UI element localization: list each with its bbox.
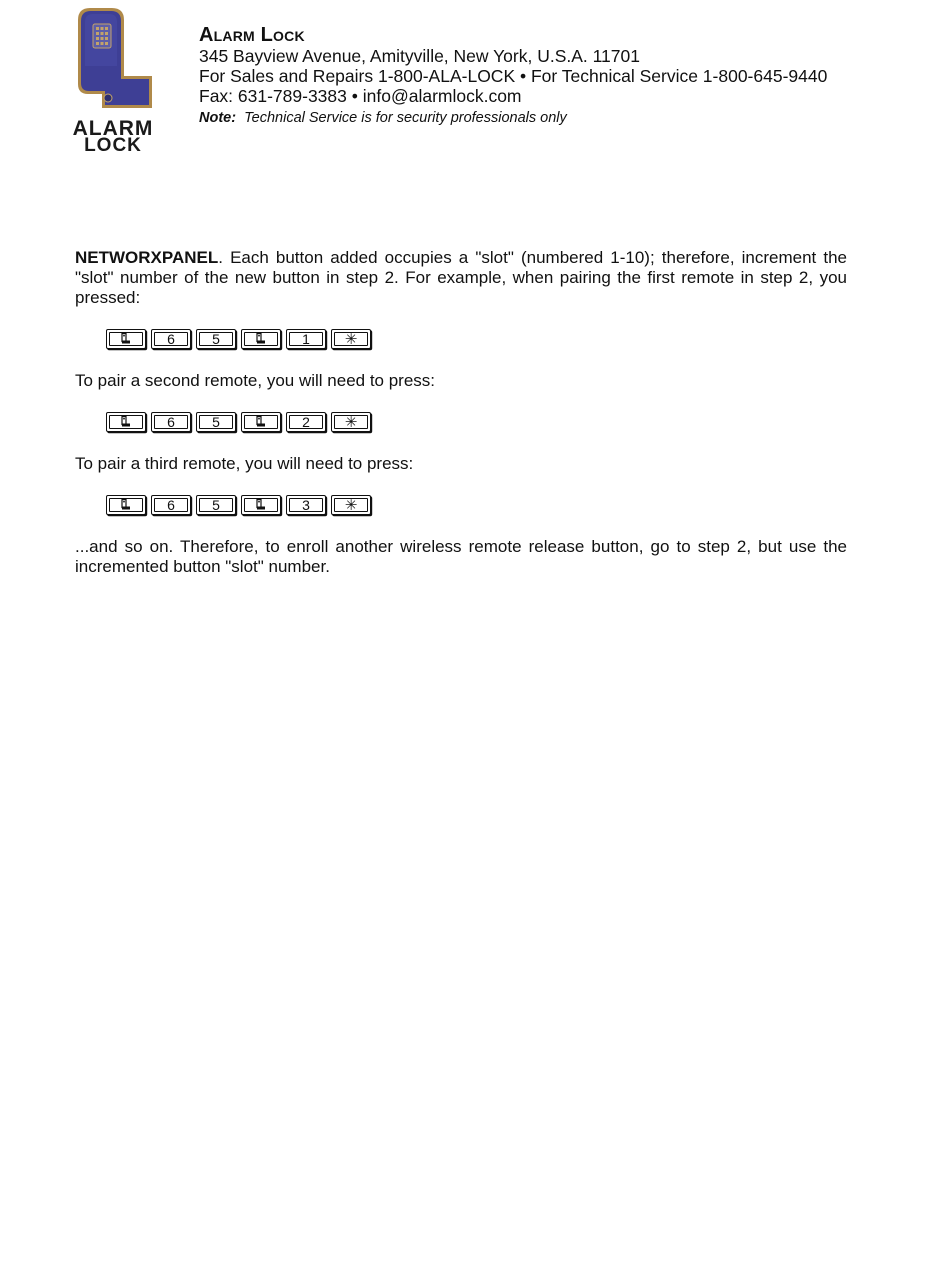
company-name: Alarm Lock	[199, 24, 305, 46]
third-remote-paragraph: To pair a third remote, you will need to press:	[75, 454, 414, 473]
closing-paragraph: ...and so on. Therefore, to enroll another wireless remote release button, go to step 2, but use the incremented button "slot" number.	[75, 537, 847, 576]
keypad-key-label: 6	[154, 332, 188, 346]
keypad-key-star	[331, 329, 371, 349]
keypad-key-lock-icon	[241, 495, 281, 515]
keypad-key-6	[151, 412, 191, 432]
keypad-key-6	[151, 495, 191, 515]
keypad-key-2	[286, 412, 326, 432]
keypad-key-lock-icon	[106, 329, 146, 349]
keypad-key-label: 3	[289, 498, 323, 512]
company-fax-email: Fax: 631-789-3383 • info@alarmlock.com	[199, 86, 522, 106]
technical-service-note	[199, 108, 919, 128]
keypad-key-label: 5	[199, 415, 233, 429]
note-label: Note:	[199, 110, 237, 126]
keypad-key-5	[196, 495, 236, 515]
keypad-key-1	[286, 329, 326, 349]
networx-panel-term: NETWORXPANEL	[75, 248, 219, 267]
keypad-key-label: 5	[199, 332, 233, 346]
intro-paragraph	[75, 248, 847, 308]
key-sequence-1	[106, 329, 847, 349]
keypad-key-label: 2	[289, 415, 323, 429]
intro-text: . Each button added occupies a "slot" (numbered 1-10); therefore, increment the "slot" number of the new button in step 2. For example, when pairing the first remote in step 2, you pressed:	[75, 248, 847, 307]
company-info	[199, 24, 919, 128]
keypad-key-label: 5	[199, 498, 233, 512]
keypad-key-6	[151, 329, 191, 349]
note-text: Technical Service is for security professionals only	[244, 110, 567, 126]
lock-logo-icon	[50, 4, 176, 116]
key-sequence-2	[106, 412, 847, 432]
logo-text-lock: LOCK	[84, 135, 142, 156]
keypad-key-lock-icon	[106, 412, 146, 432]
keypad-key-star	[331, 412, 371, 432]
second-remote-paragraph: To pair a second remote, you will need to press:	[75, 371, 436, 390]
keypad-key-lock-icon	[106, 495, 146, 515]
alarm-lock-logo	[50, 4, 176, 156]
keypad-key-5	[196, 412, 236, 432]
keypad-key-lock-icon	[241, 329, 281, 349]
keypad-key-label: ✳	[334, 415, 368, 429]
keypad-key-3	[286, 495, 326, 515]
keypad-key-label: 1	[289, 332, 323, 346]
company-phones: For Sales and Repairs 1-800-ALA-LOCK • For Technical Service 1-800-645-9440	[199, 66, 828, 86]
keypad-key-label: ✳	[334, 332, 368, 346]
logo-text-alarm: ALARM	[72, 117, 154, 140]
key-sequence-3	[106, 495, 847, 515]
keypad-key-label: ✳	[334, 498, 368, 512]
keypad-key-lock-icon	[241, 412, 281, 432]
keypad-key-star	[331, 495, 371, 515]
keypad-key-5	[196, 329, 236, 349]
keypad-key-label: 6	[154, 498, 188, 512]
keypad-key-label: 6	[154, 415, 188, 429]
document-body	[75, 248, 847, 577]
company-address: 345 Bayview Avenue, Amityville, New York, U.S.A. 11701	[199, 46, 640, 66]
